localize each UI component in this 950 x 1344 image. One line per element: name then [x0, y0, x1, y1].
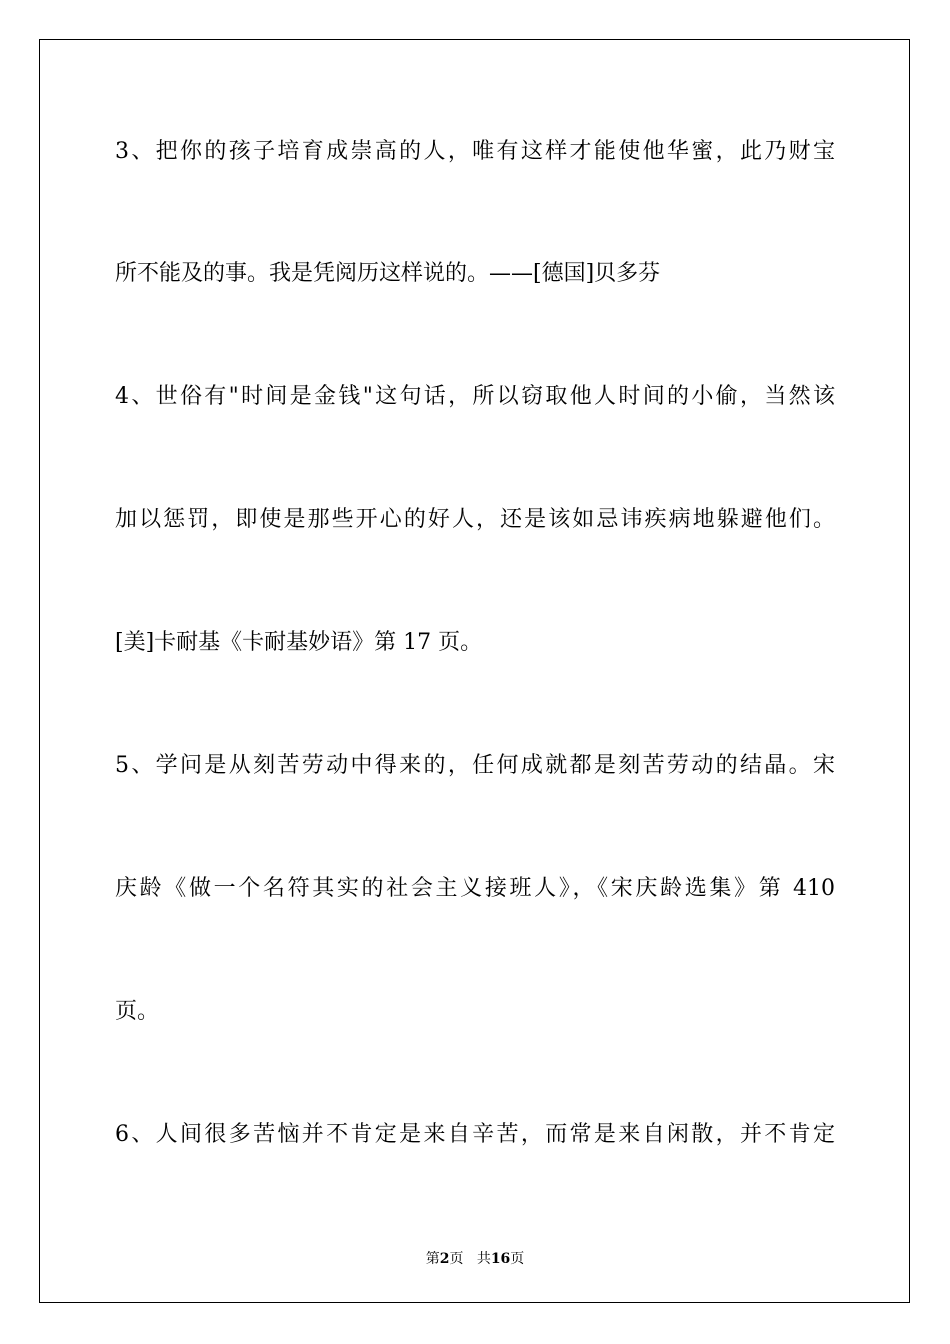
text-line-3: 4、世俗有"时间是金钱"这句话，所以窃取他人时间的小偷，当然该 — [115, 384, 835, 409]
page-suffix: 页 — [449, 1251, 464, 1267]
text-line-2: 所不能及的事。我是凭阅历这样说的。——[德国]贝多芬 — [115, 261, 661, 286]
text-line-4: 加以惩罚，即使是那些开心的好人，还是该如忌讳疾病地躲避他们。 — [115, 507, 835, 532]
text-line-9: 6、人间很多苦恼并不肯定是来自辛苦，而常是来自闲散，并不肯定 — [115, 1122, 835, 1147]
page-prefix: 第 — [425, 1251, 440, 1267]
text-line-7: 庆龄《做一个名符其实的社会主义接班人》，《宋庆龄选集》第 410 — [115, 876, 835, 901]
page-footer — [0, 1248, 950, 1268]
total-pages: 16 — [490, 1251, 511, 1267]
page-border — [39, 39, 910, 1303]
total-prefix: 共 — [476, 1251, 491, 1267]
total-suffix: 页 — [510, 1251, 525, 1267]
page-number: 2 — [439, 1251, 450, 1267]
text-line-6: 5、学问是从刻苦劳动中得来的，任何成就都是刻苦劳动的结晶。宋 — [115, 753, 835, 778]
text-line-1: 3、把你的孩子培育成崇高的人，唯有这样才能使他华蜜，此乃财宝 — [115, 139, 835, 164]
text-line-5: [美]卡耐基《卡耐基妙语》第 17 页。 — [115, 630, 483, 655]
text-line-8: 页。 — [115, 999, 160, 1024]
